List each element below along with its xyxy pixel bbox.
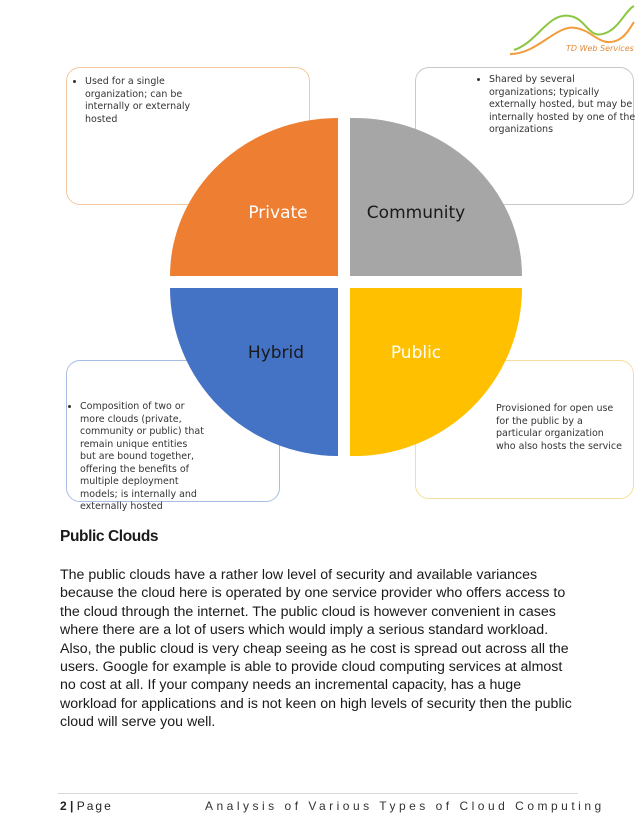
page-separator: | xyxy=(70,799,74,813)
footer-divider xyxy=(58,793,578,794)
section-paragraph: The public clouds have a rather low level of security and available variances because the cloud here is operated by one service provider who offers access to the cloud through the internet. The public cloud is however convenient in cases where there are a lot of users which would imply a serious standard workload. Also, the public cloud is very cheap seeing as he cost is spread out across all the users. Google for example is able to provide cloud computing services at almost no cost at all. If your company needs an incremental capacity, has a huge workload for applications and is not keen on high levels of security then the public cloud will serve you well. xyxy=(60,567,572,731)
quadrant-label-hybrid: Hybrid xyxy=(247,343,305,363)
callout-hybrid-text: • Composition of two or more clouds (private, community or public) that remain unique entities but are bound together, offering the benefits of multiple deployment models; is internally and externally hosted xyxy=(80,401,205,514)
quadrant-label-public: Public xyxy=(390,343,442,363)
deployment-model-diagram xyxy=(150,60,530,500)
footer-page-label xyxy=(60,799,113,813)
callout-private-text: • Used for a single organization; can be internally or externaly hosted xyxy=(85,76,200,126)
quadrant-label-community: Community xyxy=(366,203,466,223)
quadrant-private xyxy=(170,118,338,276)
footer-document-title: Analysis of Various Types of Cloud Computing xyxy=(205,799,605,813)
page-number: 2 xyxy=(60,799,67,813)
page-word: Page xyxy=(76,799,113,813)
quadrant-hybrid xyxy=(170,288,338,456)
quadrant-label-private: Private xyxy=(248,203,308,223)
section-heading: Public Clouds xyxy=(60,528,159,545)
callout-public-text: Provisioned for open use for the public by a particular organization who also hosts the service xyxy=(496,403,622,452)
logo-text: TD Web Services xyxy=(566,44,634,53)
quadrant-public xyxy=(350,288,522,456)
callout-community-text: • Shared by several organizations; typically externally hosted, but may be internally hosted by one of the organizations xyxy=(489,74,637,137)
quadrant-community xyxy=(350,118,522,276)
